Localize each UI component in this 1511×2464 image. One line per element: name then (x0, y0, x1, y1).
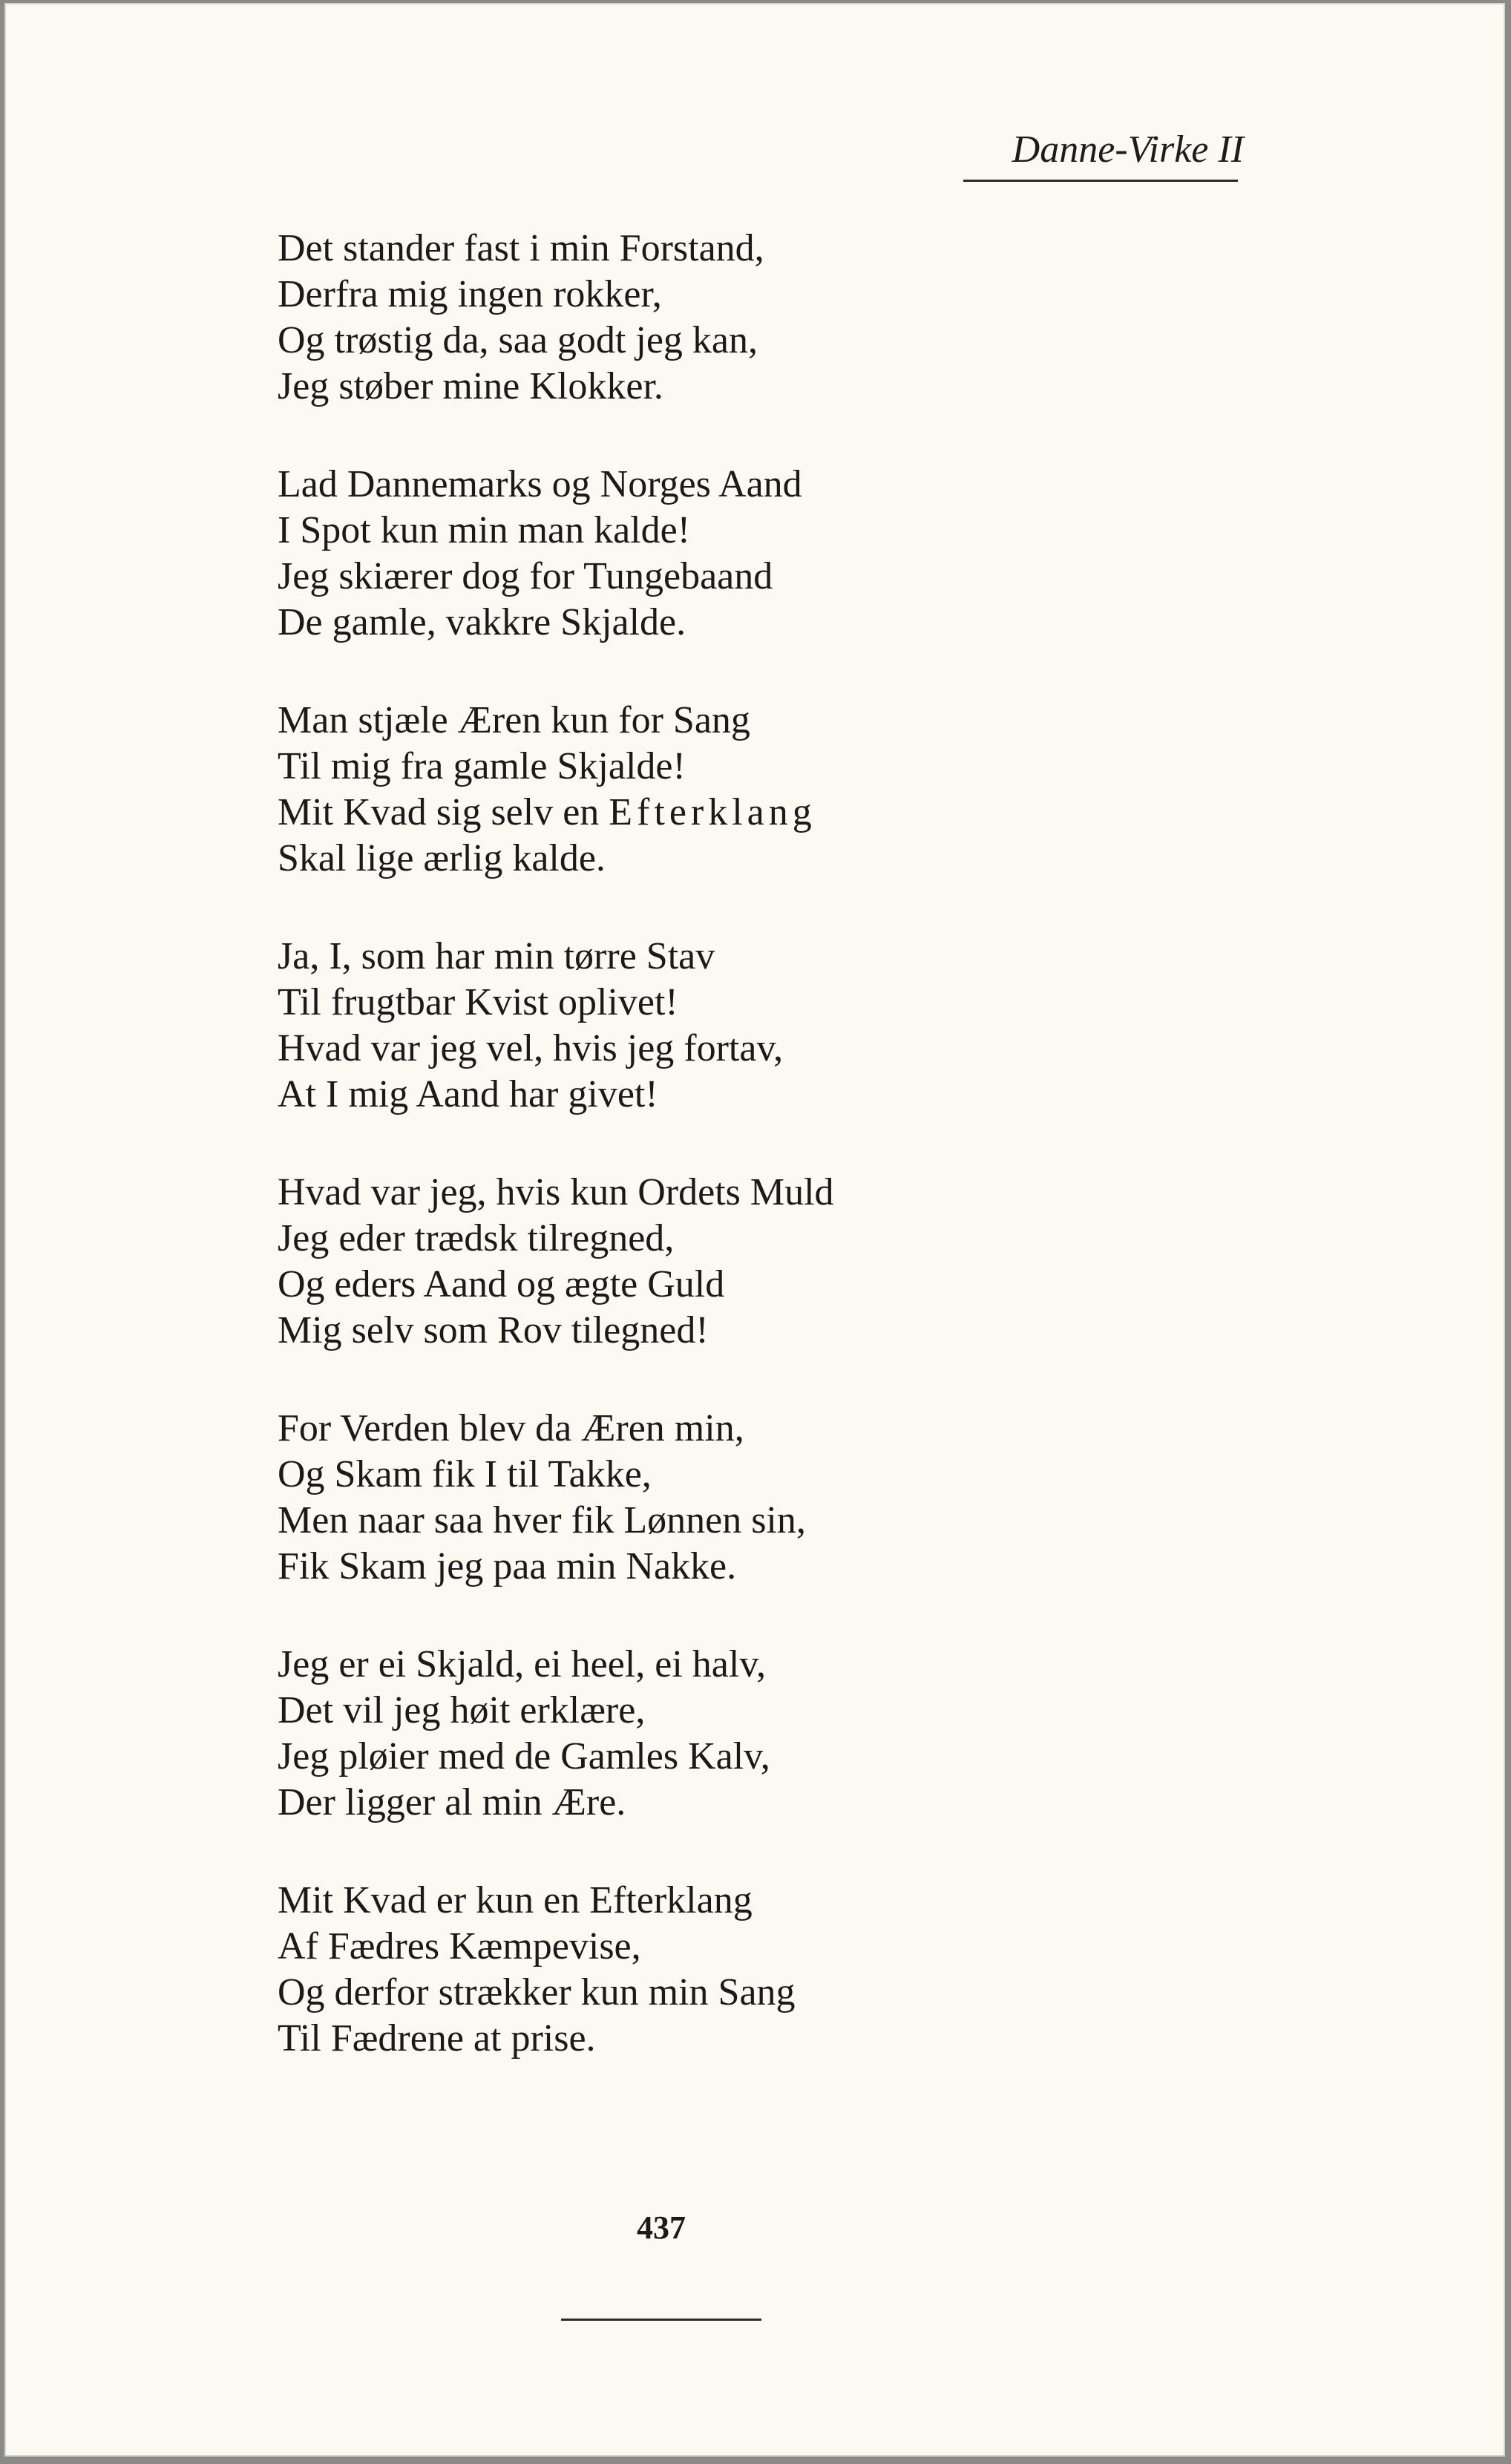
stanza-3 (278, 698, 1391, 882)
poem-line: At I mig Aand har givet! (278, 1073, 658, 1115)
poem-line: De gamle, vakkre Skjalde. (278, 601, 686, 643)
stanza-4 (278, 934, 1391, 1118)
stanza-1 (278, 226, 1391, 410)
poem-line: Jeg eder trædsk tilregned, (278, 1217, 675, 1259)
poem-line: Men naar saa hver fik Lønnen sin, (278, 1499, 806, 1541)
poem-line: Og Skam fik I til Takke, (278, 1453, 652, 1495)
poem-line: Det stander fast i min Forstand, (278, 227, 764, 269)
stanza-5 (278, 1170, 1391, 1354)
poem (278, 226, 1391, 2114)
poem-line: Mit Kvad er kun en Efterklang (278, 1879, 753, 1921)
poem-line: Lad Dannemarks og Norges Aand (278, 463, 802, 505)
page-number: 437 (637, 2209, 686, 2246)
poem-line: Jeg pløier med de Gamles Kalv, (278, 1735, 770, 1777)
poem-line: Fik Skam jeg paa min Nakke. (278, 1545, 737, 1587)
poem-line (278, 790, 1391, 836)
stanza-7 (278, 1642, 1391, 1826)
poem-line: Hvad var jeg, hvis kun Ordets Muld (278, 1171, 834, 1213)
poem-line: Af Fædres Kæmpevise, (278, 1925, 641, 1967)
running-head: Danne-Virke II (1012, 128, 1244, 171)
poem-line: Og derfor strækker kun min Sang (278, 1971, 796, 2014)
spaced-word: Efterklang (609, 791, 816, 833)
poem-line: I Spot kun min man kalde! (278, 509, 691, 551)
poem-line: Og eders Aand og ægte Guld (278, 1263, 725, 1305)
poem-line: Ja, I, som har min tørre Stav (278, 935, 715, 977)
stanza-8 (278, 1878, 1391, 2062)
poem-line: Til Fædrene at prise. (278, 2017, 596, 2060)
poem-line: Hvad var jeg vel, hvis jeg fortav, (278, 1027, 784, 1069)
closing-rule (561, 2319, 761, 2321)
book-page (4, 3, 1505, 2457)
poem-line: Jeg støber mine Klokker. (278, 365, 663, 407)
poem-line: Der ligger al min Ære. (278, 1781, 626, 1824)
poem-line: Derfra mig ingen rokker, (278, 273, 662, 315)
poem-line: Jeg er ei Skjald, ei heel, ei halv, (278, 1643, 766, 1685)
poem-line: Og trøstig da, saa godt jeg kan, (278, 319, 758, 361)
poem-line: Skal lige ærlig kalde. (278, 837, 606, 879)
stanza-6 (278, 1406, 1391, 1590)
poem-line: Til frugtbar Kvist oplivet! (278, 981, 678, 1023)
running-head-rule (963, 180, 1238, 182)
poem-line: Det vil jeg høit erklære, (278, 1689, 646, 1731)
poem-line: Mig selv som Rov tilegned! (278, 1309, 709, 1351)
poem-line-text: Mit Kvad sig selv en (278, 791, 600, 833)
poem-line: Jeg skiærer dog for Tungebaand (278, 555, 773, 597)
stanza-2 (278, 462, 1391, 646)
poem-line: Man stjæle Æren kun for Sang (278, 699, 750, 741)
poem-line: For Verden blev da Æren min, (278, 1407, 744, 1449)
poem-line: Til mig fra gamle Skjalde! (278, 745, 686, 787)
